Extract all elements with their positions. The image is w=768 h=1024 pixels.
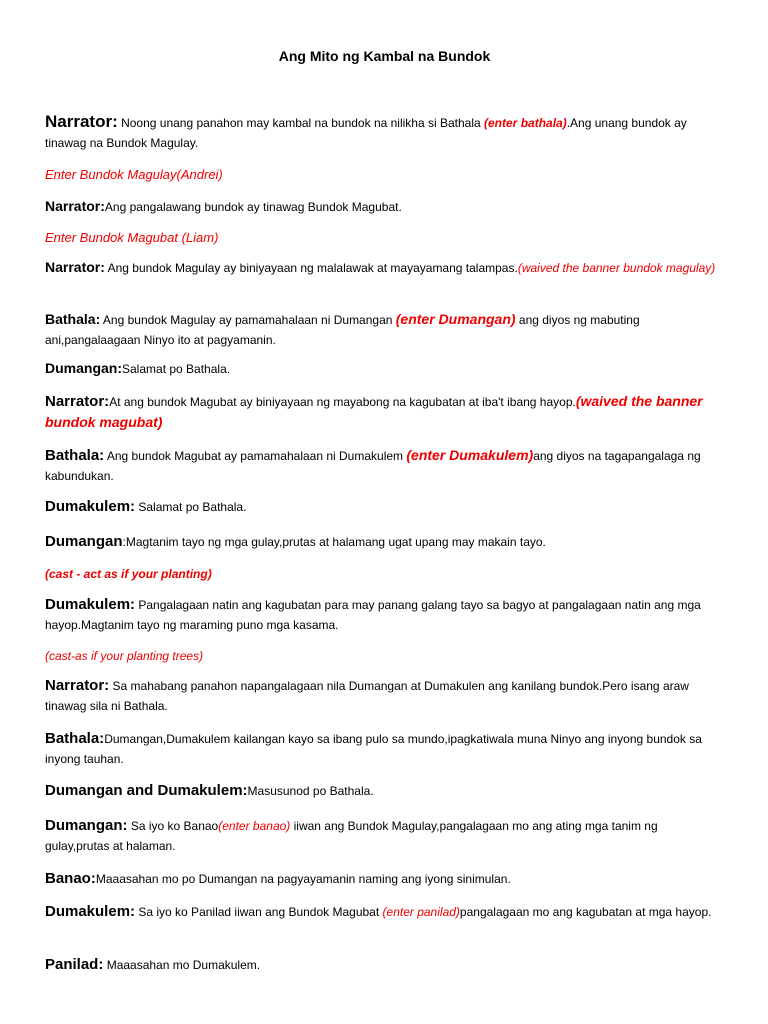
script-line xyxy=(45,257,720,278)
speaker-label: Bathala: xyxy=(45,311,101,327)
speaker-label: Dumangan xyxy=(45,533,123,550)
speaker-label: Narrator: xyxy=(45,198,105,214)
dialogue-text: ang diyos na tagapangalaga ng kabundukan. xyxy=(45,449,701,483)
stage-line xyxy=(45,646,720,666)
script-line xyxy=(45,196,720,217)
speaker-label: Dumakulem: xyxy=(45,596,136,613)
stage-direction: (enter panilad) xyxy=(382,905,460,919)
speaker-label: Narrator: xyxy=(45,677,110,694)
dialogue-text: Salamat po Bathala. xyxy=(122,362,231,376)
speaker-label: Dumangan: xyxy=(45,360,122,376)
stage-direction: (waived the banner bundok magulay) xyxy=(517,261,716,275)
dialogue-text: :Magtanim tayo ng mga gulay,prutas at halamang ugat upang may makain tayo. xyxy=(122,535,546,549)
stage-line xyxy=(45,564,720,584)
dialogue-text: Maaasahan mo po Dumangan na pagyayamanin naming ang iyong sinimulan. xyxy=(95,872,511,886)
dialogue-text: Maaasahan mo Dumakulem. xyxy=(103,958,261,972)
speaker-label: Bathala: xyxy=(45,730,105,747)
script-line xyxy=(45,445,720,486)
stage-direction: (cast-as if your planting trees) xyxy=(45,649,204,663)
script-line xyxy=(45,781,720,801)
stage-direction: (enter banao) xyxy=(218,819,291,833)
stage-direction: (cast - act as if your planting) xyxy=(45,567,212,581)
stage-direction: (enter Dumangan) xyxy=(395,311,516,327)
dialogue-text: .Ang unang bundok ay tinawag na Bundok Magulay. xyxy=(45,116,687,150)
script-line xyxy=(45,532,720,552)
dialogue-text: Sa iyo ko Banao xyxy=(127,819,219,833)
dialogue-text: Ang bundok Magulay ay biniyayaan ng malalawak at mayayamang talampas. xyxy=(104,261,518,275)
script-line xyxy=(45,729,720,769)
speaker-label: Narrator: xyxy=(45,393,110,410)
document-title: Ang Mito ng Kambal na Bundok xyxy=(278,48,491,64)
stage-direction: Enter Bundok Magulay(Andrei) xyxy=(45,167,223,182)
script-line xyxy=(45,902,720,922)
speaker-label: Panilad: xyxy=(45,956,104,973)
script-line xyxy=(45,869,720,889)
script-line xyxy=(45,676,720,716)
script-line xyxy=(45,955,720,975)
script-line xyxy=(45,112,720,153)
speaker-label: Bathala: xyxy=(45,447,105,464)
stage-direction: Enter Bundok Magubat (Liam) xyxy=(45,230,219,245)
script-line xyxy=(45,391,720,433)
dialogue-text: Dumangan,Dumakulem kailangan kayo sa ibang pulo sa mundo,ipagkatiwala muna Ninyo ang inyong bundok sa inyong tauhan. xyxy=(45,732,702,766)
dialogue-text: ang diyos ng mabuting ani,pangalaagaan Ninyo ito at pagyamanin. xyxy=(45,313,640,347)
dialogue-text: pangalagaan mo ang kagubatan at mga hayop. xyxy=(459,905,712,919)
stage-direction: (enter bathala) xyxy=(484,116,567,130)
speaker-label: Narrator: xyxy=(45,259,105,275)
dialogue-text: Ang pangalawang bundok ay tinawag Bundok Magubat. xyxy=(104,200,402,214)
stage-direction: (waived the banner bundok magubat) xyxy=(45,393,703,430)
dialogue-text: At ang bundok Magubat ay biniyayaan ng mayabong na kagubatan at iba't ibang hayop. xyxy=(109,395,576,409)
speaker-label: Dumakulem: xyxy=(45,498,136,515)
dialogue-text: Pangalagaan natin ang kagubatan para may panang galang tayo sa bagyo at pangalagaan natin ang mga hayop.Magtanim tayo ng maraming puno mga kasama. xyxy=(45,598,701,632)
script-line xyxy=(45,497,720,517)
dialogue-text: Salamat po Bathala. xyxy=(135,500,247,514)
dialogue-text: Ang bundok Magulay ay pamamahalaan ni Dumangan xyxy=(100,313,396,327)
script-line xyxy=(45,309,720,350)
speaker-label: Narrator: xyxy=(45,112,118,131)
dialogue-text: Ang bundok Magubat ay pamamahalaan ni Dumakulem xyxy=(104,449,407,463)
dialogue-text: Sa iyo ko Panilad iiwan ang Bundok Magubat xyxy=(135,905,383,919)
stage-line xyxy=(45,165,720,185)
speaker-label: Dumangan and Dumakulem: xyxy=(45,782,248,799)
dialogue-text: iiwan ang Bundok Magulay,pangalagaan mo ang ating mga tanim ng gulay,prutas at halaman. xyxy=(45,819,658,853)
script-line xyxy=(45,816,720,856)
stage-direction: (enter Dumakulem) xyxy=(406,447,534,463)
speaker-label: Dumangan: xyxy=(45,817,128,834)
stage-line xyxy=(45,228,720,248)
dialogue-text: Sa mahabang panahon napangalagaan nila Dumangan at Dumakulen ang kanilang bundok.Pero isang araw tinawag sila ni Bathala. xyxy=(45,679,689,713)
script-line xyxy=(45,358,720,379)
dialogue-text: Masusunod po Bathala. xyxy=(247,784,374,798)
speaker-label: Dumakulem: xyxy=(45,903,136,920)
speaker-label: Banao: xyxy=(45,870,96,887)
dialogue-text: Noong unang panahon may kambal na bundok na nilikha si Bathala xyxy=(117,116,485,130)
script-line xyxy=(45,595,720,635)
